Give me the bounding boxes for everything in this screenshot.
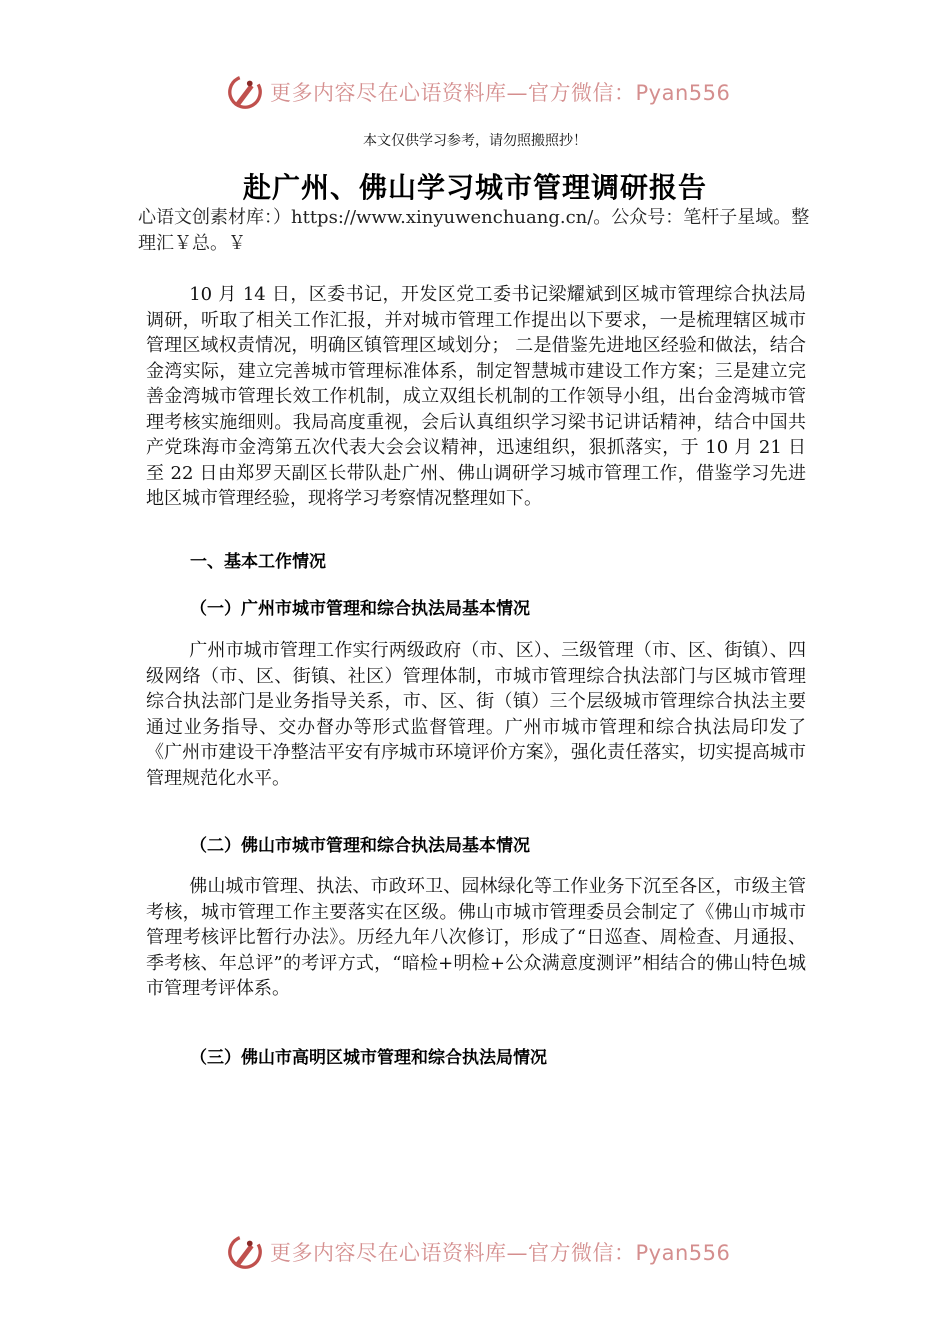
subsection-heading-gaoming: （三）佛山市高明区城市管理和综合执法局情况 — [190, 1048, 547, 1068]
guangzhou-paragraph: 广州市城市管理工作实行两级政府（市、区）、三级管理（市、区、街镇）、四级网络（市、区、街镇、社区）管理体制，市城市管理综合执法部门与区城市管理综合执法部门是业务指导关系，市、区、街（镇）三个层级城市管理综合执法主要通过业务指导、交办督办等形式监督管理。广州市城市管理和综合执法局印发了《广州市建设干净整洁平安有序城市环境评价方案》，强化责任落实，切实提高城市管理规范化水平。 — [146, 640, 806, 789]
source-line: 心语文创素材库：）https://www.xinyuwenchuang.cn/。公众号：笔杆子星域。整理汇￥总。￥ — [138, 207, 810, 254]
subsection-heading-foshan: （二）佛山市城市管理和综合执法局基本情况 — [190, 836, 530, 856]
disclaimer: 本文仅供学习参考，请勿照搬照抄！ — [363, 133, 587, 149]
brush-logo-icon — [226, 73, 264, 111]
foshan-paragraph: 佛山城市管理、执法、市政环卫、园林绿化等工作业务下沉至各区，市级主管考核，城市管理工作主要落实在区级。佛山市城市管理委员会制定了《佛山市城市管理考核评比暂行办法》。历经九年八次修订，形成了“日巡查、周检查、月通报、季考核、年总评”的考评方式，“暗检+明检+公众满意度测评”相结合的佛山特色城市管理考评体系。 — [146, 876, 806, 999]
watermark-banner-top — [226, 72, 746, 112]
watermark-text: 更多内容尽在心语资料库—官方微信：Pyan556 — [270, 1241, 731, 1265]
page-title: 赴广州、佛山学习城市管理调研报告 — [242, 171, 707, 204]
watermark-text: 更多内容尽在心语资料库—官方微信：Pyan556 — [270, 81, 731, 105]
intro-paragraph: 10 月 14 日，区委书记，开发区党工委书记梁耀斌到区城市管理综合执法局调研，听取了相关工作汇报，并对城市管理工作提出以下要求，一是梳理辖区城市管理区域权责情况，明确区镇管理区域划分； 二是借鉴先进地区经验和做法，结合金湾实际，建立完善城市管理标准体系，制定智慧城市建设工作方案；三是建立完善金湾城市管理长效工作机制，成立双组长机制的工作领导小组，出台金湾城市管理考核实施细则。我局高度重视，会后认真组织学习梁书记讲话精神，结合中国共产党珠海市金湾第五次代表大会会议精神，迅速组织，狠抓落实，于 10 月 21 日至 22 日由郑罗天副区长带队赴广州、佛山调研学习城市管理工作，借鉴学习先进地区城市管理经验，现将学习考察情况整理如下。 — [146, 284, 806, 509]
brush-logo-icon — [226, 1233, 264, 1271]
section-heading: 一、基本工作情况 — [190, 552, 326, 572]
subsection-heading-guangzhou: （一）广州市城市管理和综合执法局基本情况 — [190, 599, 530, 619]
watermark-banner-bottom — [226, 1232, 746, 1272]
